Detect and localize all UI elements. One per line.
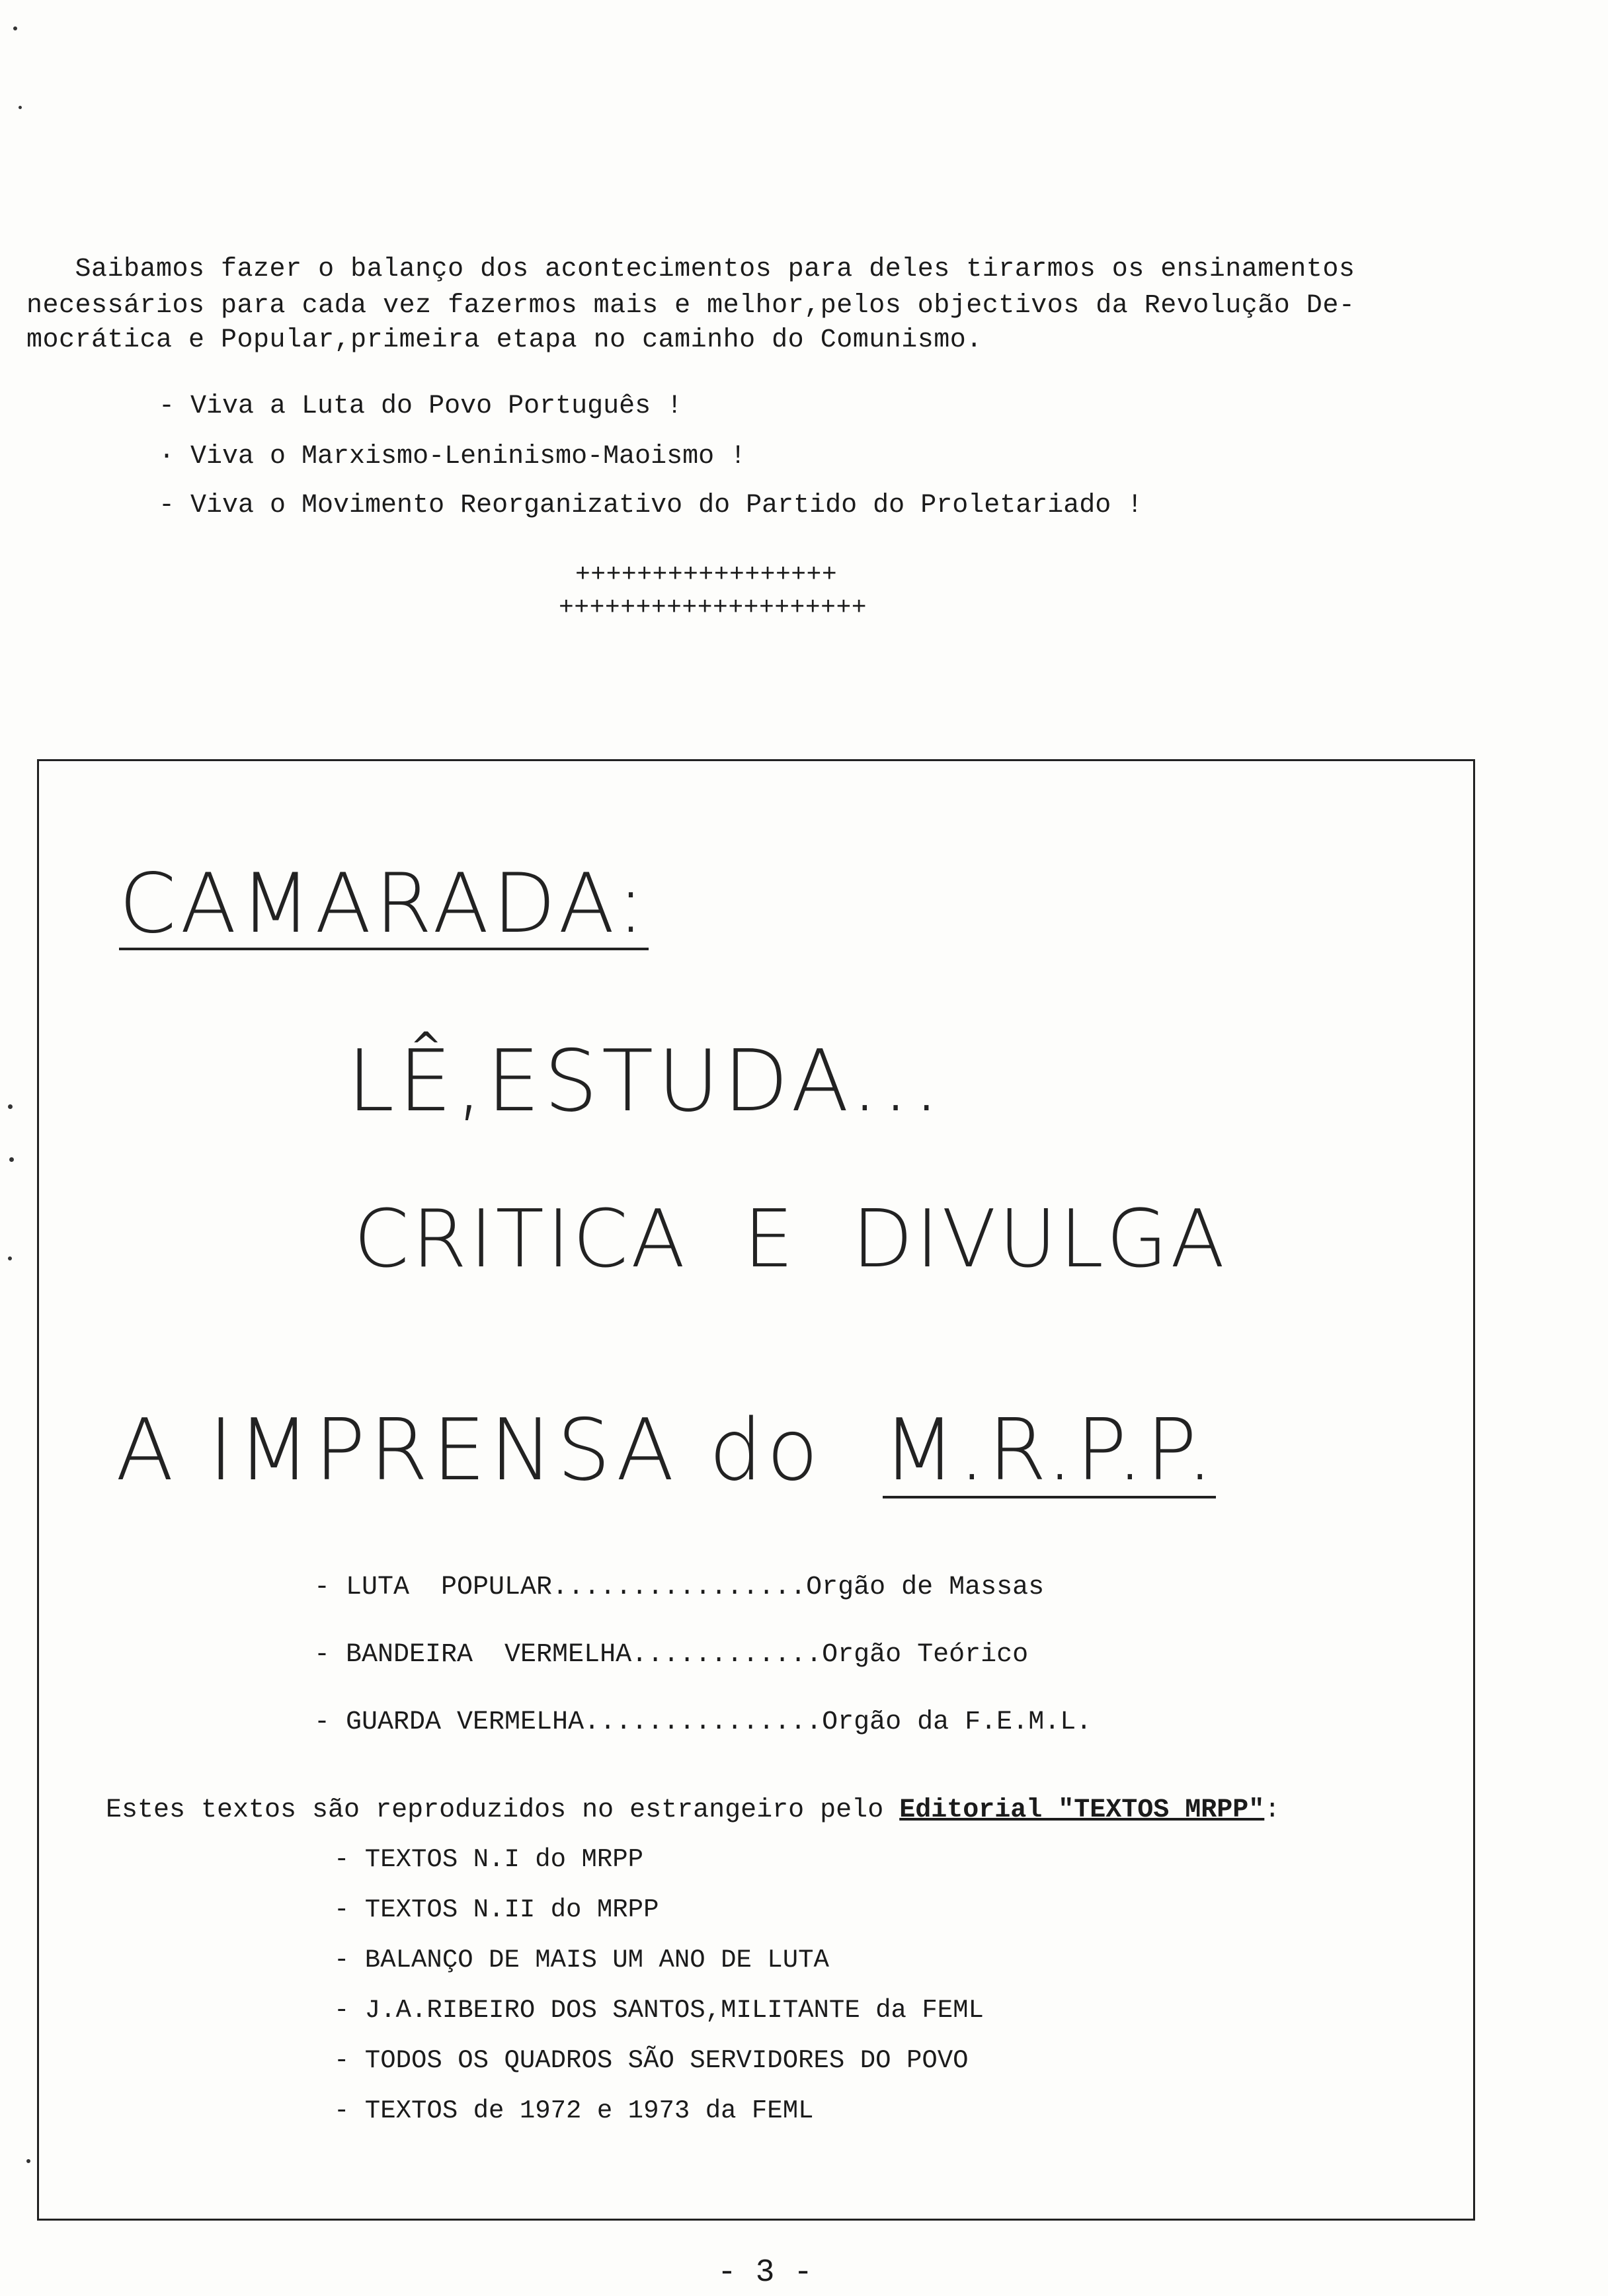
box-press-org: M.R.P.P. xyxy=(883,1401,1217,1500)
note-text: Estes textos são reproduzidos no estrangeiro pelo xyxy=(106,1795,900,1825)
publication-role: Orgão de Massas xyxy=(806,1573,1045,1602)
text-item: - TEXTOS de 1972 e 1973 da FEML xyxy=(334,2096,814,2125)
scan-speck xyxy=(9,1157,14,1162)
slogan-2: · Viva o Marxismo-Leninismo-Maoismo ! xyxy=(159,442,746,472)
intro-paragraph-line-1: Saibamos fazer o balanço dos acontecimentos para deles tirarmos os ensinamentos xyxy=(26,255,1355,284)
publication-dots: ................ xyxy=(552,1573,807,1602)
box-press-prefix: A IMPRENSA do xyxy=(116,1401,823,1500)
publication-dots: ............ xyxy=(631,1640,823,1670)
publication-role: Orgão Teórico xyxy=(822,1640,1029,1670)
note-publisher: Editorial "TEXTOS MRPP" xyxy=(899,1795,1265,1825)
publication-name: - BANDEIRA VERMELHA xyxy=(314,1640,632,1670)
separator-row-2: ++++++++++++++++++++ xyxy=(559,594,867,622)
text-item: - BALANÇO DE MAIS UM ANO DE LUTA xyxy=(334,1946,829,1975)
intro-paragraph-line-2: necessários para cada vez fazermos mais e melhor,pelos objectivos da Revolução De- xyxy=(26,291,1355,321)
text-item: - TEXTOS N.I do MRPP xyxy=(334,1845,644,1874)
slogan-1: - Viva a Luta do Povo Português ! xyxy=(159,391,683,421)
page-number: - 3 - xyxy=(717,2255,813,2291)
publication-name: - GUARDA VERMELHA xyxy=(314,1707,584,1737)
note-end: : xyxy=(1264,1795,1281,1825)
publication-role: Orgão da F.E.M.L. xyxy=(822,1707,1092,1737)
separator-row-1: +++++++++++++++++ xyxy=(575,561,838,589)
scan-speck xyxy=(8,1104,13,1109)
intro-paragraph-line-3: mocrática e Popular,primeira etapa no caminho do Comunismo. xyxy=(26,325,983,355)
scan-speck xyxy=(8,1256,12,1260)
box-line-critique-spread: CRITICA E DIVULGA xyxy=(354,1194,1228,1286)
publication-row xyxy=(314,1573,1044,1602)
scan-speck xyxy=(19,106,22,109)
publication-row xyxy=(314,1707,1092,1737)
text-item: - TEXTOS N.II do MRPP xyxy=(334,1895,659,1924)
box-line-read-study: LÊ,ESTUDA... xyxy=(347,1032,944,1131)
text-item: - TODOS OS QUADROS SÃO SERVIDORES DO POVO xyxy=(334,2046,969,2075)
scan-speck xyxy=(26,2159,30,2163)
scan-speck xyxy=(13,26,17,30)
slogan-3: - Viva o Movimento Reorganizativo do Partido do Proletariado ! xyxy=(159,491,1143,520)
box-heading: CAMARADA: xyxy=(119,856,649,952)
publication-name: - LUTA POPULAR xyxy=(314,1573,553,1602)
publication-row xyxy=(314,1640,1028,1670)
text-item: - J.A.RIBEIRO DOS SANTOS,MILITANTE da FEML xyxy=(334,1996,984,2025)
reproduction-note xyxy=(106,1795,1280,1825)
publication-dots: ............... xyxy=(584,1707,823,1737)
